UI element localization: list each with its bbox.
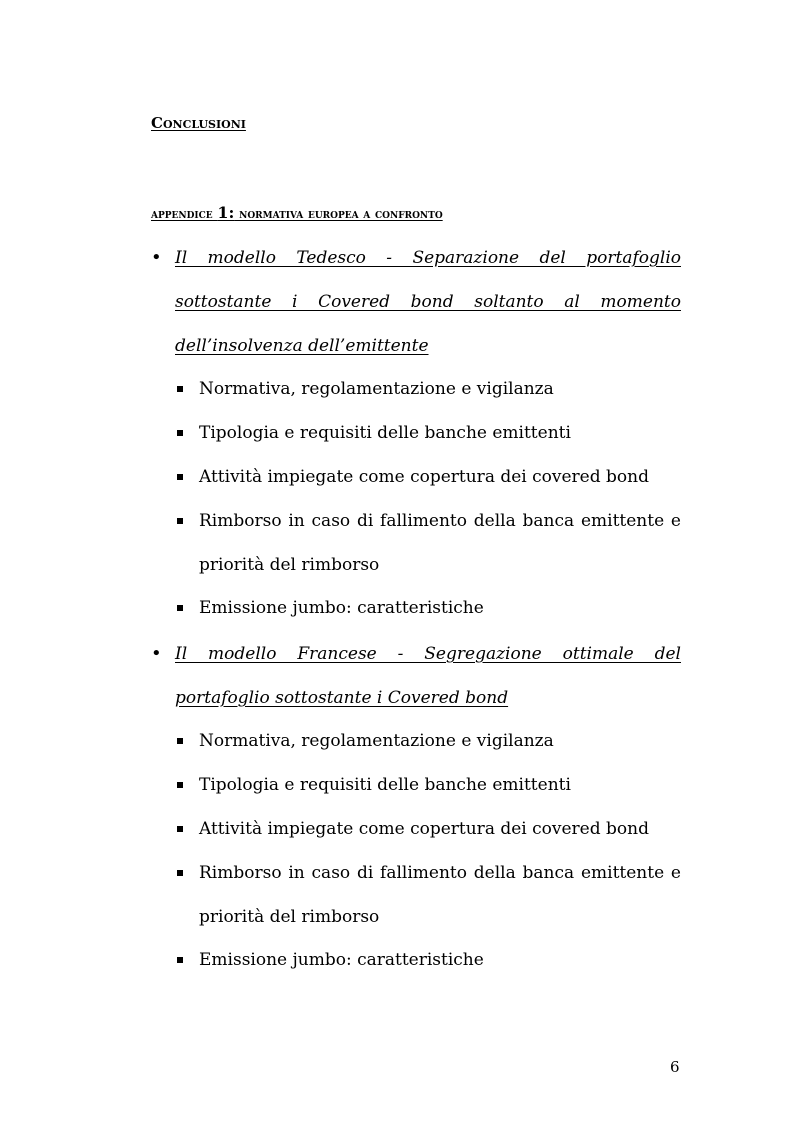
square-bullet-icon (177, 518, 183, 524)
appendice-number: 1: (217, 203, 235, 222)
heading-conclusioni: Conclusioni (151, 114, 246, 132)
square-bullet-icon (177, 738, 183, 744)
list-item-text: Emissione jumbo: caratteristiche (199, 598, 484, 618)
section-title-text: Il modello Tedesco - Separazione del portafoglio sottostante i Covered bond soltanto al momento dell’insolvenza dell’emittente (175, 248, 681, 356)
section-title-text: Il modello Francese - Segregazione ottimale del portafoglio sottostante i Covered bond (175, 644, 681, 708)
page-number: 6 (670, 1058, 680, 1076)
list-item (175, 411, 681, 455)
list-item (175, 763, 681, 807)
list-item (175, 455, 681, 499)
square-bullet-icon (177, 386, 183, 392)
list-item (175, 938, 681, 982)
square-bullet-icon (177, 430, 183, 436)
square-bullet-icon (177, 474, 183, 480)
list-item-text: Normativa, regolamentazione e vigilanza (199, 731, 554, 751)
section-title-francese (175, 632, 681, 720)
list-item (175, 586, 681, 630)
appendice-prefix: appendice (151, 206, 218, 222)
square-bullet-icon (177, 826, 183, 832)
list-item-text: Tipologia e requisiti delle banche emittenti (199, 423, 571, 443)
list-item-text: Rimborso in caso di fallimento della banca emittente e priorità del rimborso (199, 863, 681, 927)
list-item-text: Normativa, regolamentazione e vigilanza (199, 379, 554, 399)
list-item-text: Rimborso in caso di fallimento della banca emittente e priorità del rimborso (199, 511, 681, 575)
list-item-text: Emissione jumbo: caratteristiche (199, 950, 484, 970)
list-item (175, 851, 681, 939)
bullet-icon: • (151, 247, 162, 268)
square-bullet-icon (177, 957, 183, 963)
list-item (175, 807, 681, 851)
heading-appendice (151, 203, 443, 222)
square-bullet-icon (177, 870, 183, 876)
list-item (175, 719, 681, 763)
list-item-text: Tipologia e requisiti delle banche emittenti (199, 775, 571, 795)
appendice-suffix: normativa europea a confronto (234, 206, 443, 222)
list-item (175, 499, 681, 587)
list-item-text: Attività impiegate come copertura dei covered bond (199, 467, 649, 487)
section-title-tedesco (175, 236, 681, 368)
list-item-text: Attività impiegate come copertura dei covered bond (199, 819, 649, 839)
square-bullet-icon (177, 605, 183, 611)
list-item (175, 367, 681, 411)
square-bullet-icon (177, 782, 183, 788)
bullet-icon: • (151, 643, 162, 664)
